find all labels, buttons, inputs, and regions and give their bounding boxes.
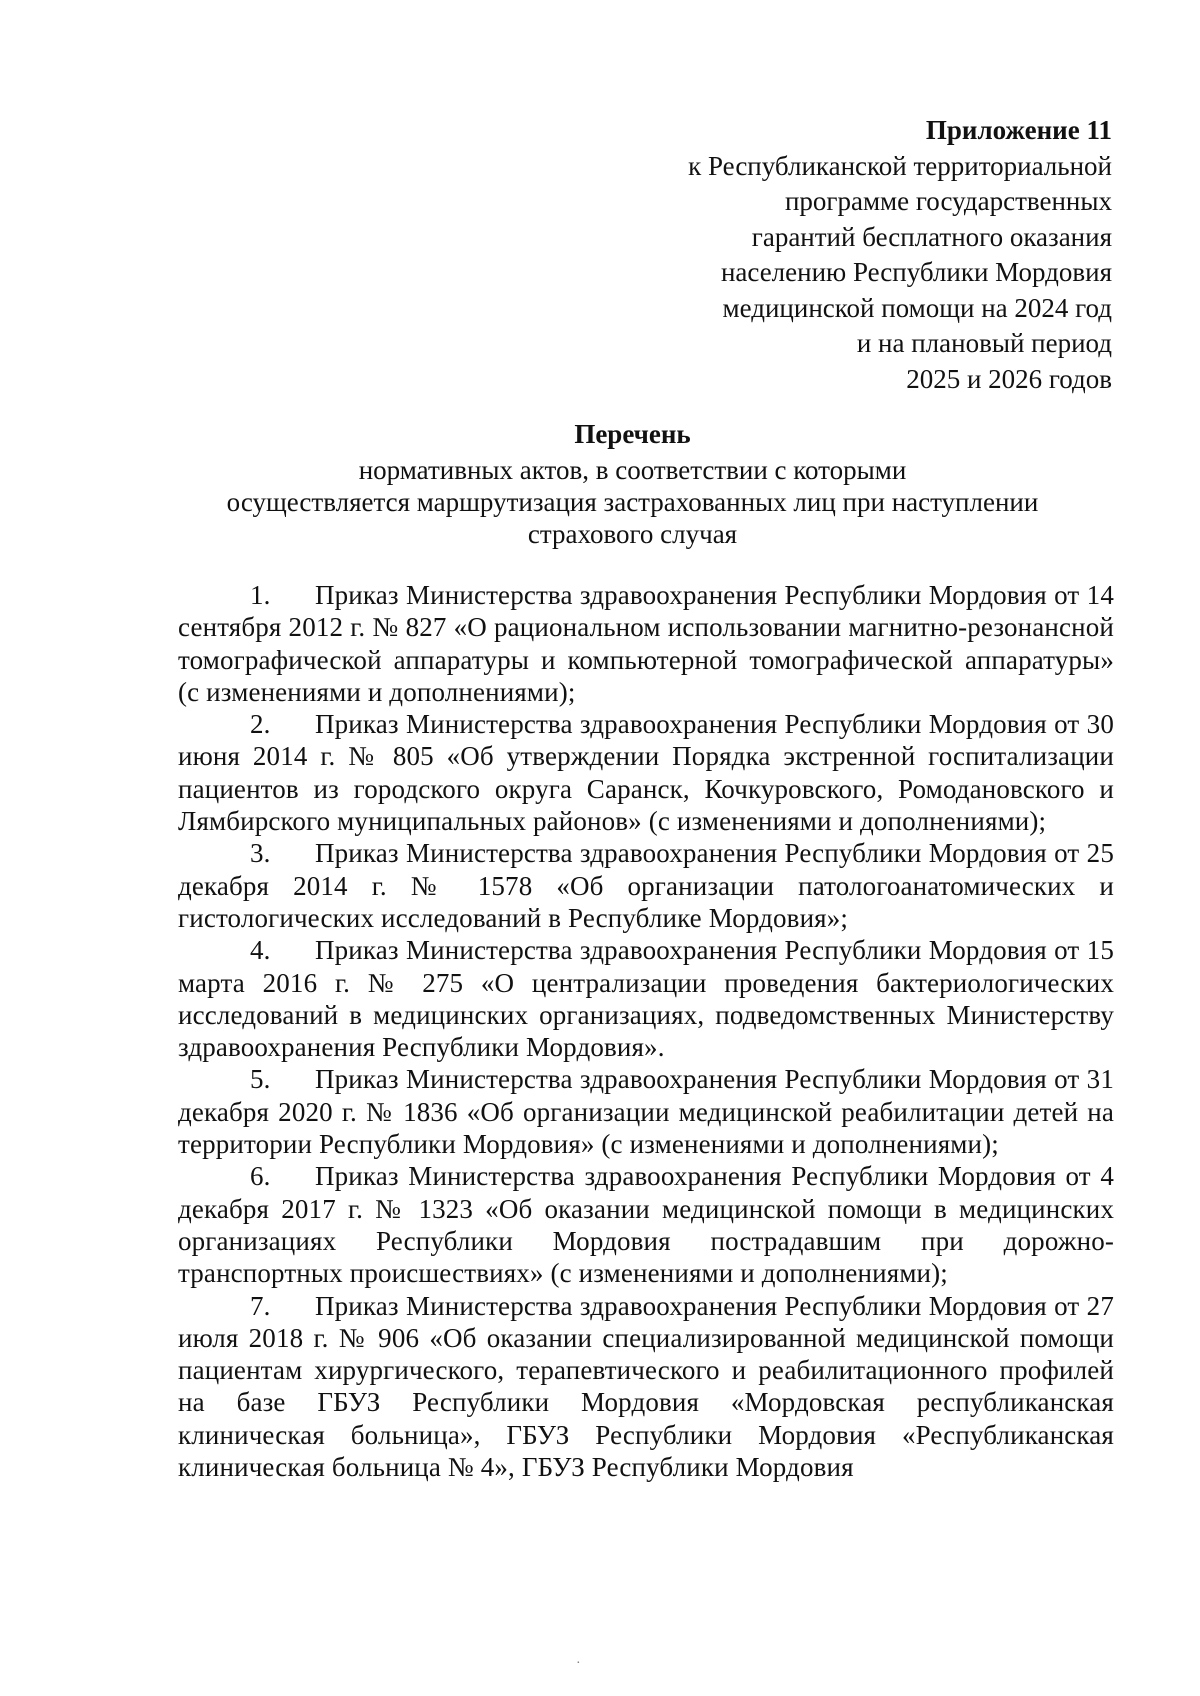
item-number: 4.: [250, 935, 271, 966]
item-text: Приказ Министерства здравоохранения Республики Мордовия от 30 июня 2014 г. № 805 «Об утверждении Порядка экстренной госпитализации пациентов из городского округа Саранск, Кочкуровского, Ромодановского и Лямбирского муниципальных районов» (с изменениями и дополнениями);: [178, 709, 1114, 837]
appendix-line: 2025 и 2026 годов: [906, 363, 1112, 394]
appendix-line: населению Республики Мордовия: [720, 257, 1112, 287]
item-number: 6.: [250, 1161, 271, 1192]
appendix-line: к Республиканской территориальной: [688, 150, 1112, 181]
appendix-line: программе государственных: [784, 186, 1112, 216]
heading-title: Перечень: [574, 419, 691, 449]
heading-line: осуществляется маршрутизация застрахованных лиц при наступлении: [226, 487, 1039, 517]
item-text: Приказ Министерства здравоохранения Республики Мордовия от 4 декабря 2017 г. № 1323 «Об оказании медицинской помощи в медицинских организациях Республики Мордовия пострадавшим при дорожно-транспортных происшествиях» (с изменениями и дополнениями);: [178, 1161, 1114, 1289]
item-number: 2.: [250, 709, 271, 740]
item-text: Приказ Министерства здравоохранения Республики Мордовия от 15 марта 2016 г. № 275 «О централизации проведения бактериологических исследований в медицинских организациях, подведомственных Министерству здравоохранения Республики Мордовия».: [178, 935, 1114, 1063]
appendix-line: гарантий бесплатного оказания: [751, 221, 1112, 252]
item-number: 1.: [250, 580, 271, 610]
list-item: [178, 1063, 1114, 1160]
list-item: [178, 579, 1114, 708]
appendix-title: Приложение 11: [925, 115, 1112, 145]
acts-list: [178, 579, 1114, 1483]
list-item: [178, 708, 1114, 837]
item-text: Приказ Министерства здравоохранения Республики Мордовия от 27 июля 2018 г. № 906 «Об оказании специализированной медицинской помощи пациентам хирургического, терапевтического и реабилитационного профилей на базе ГБУЗ Республики Мордовия «Мордовская республиканская клиническая больница», ГБУЗ Республики Мордовия «Республиканская клиническая больница № 4», ГБУЗ Республики Мордовия: [178, 1290, 1114, 1483]
item-number: 3.: [250, 838, 271, 869]
document-heading: [170, 418, 1095, 550]
item-text: Приказ Министерства здравоохранения Республики Мордовия от 14 сентября 2012 г. № 827 «О рациональном использовании магнитно-резонансной томографической аппаратуры и компьютерной томографической аппаратуры» (с изменениями и дополнениями);: [178, 580, 1114, 707]
item-number: 5.: [250, 1064, 271, 1095]
appendix-header: [552, 113, 1112, 397]
item-number: 7.: [250, 1290, 271, 1321]
list-item: [178, 934, 1114, 1063]
heading-line: нормативных актов, в соответствии с которыми: [358, 455, 907, 485]
appendix-line: и на плановый период: [856, 328, 1112, 358]
list-item: [178, 1290, 1114, 1484]
list-item: [178, 837, 1114, 934]
item-text: Приказ Министерства здравоохранения Республики Мордовия от 31 декабря 2020 г. № 1836 «Об организации медицинской реабилитации детей на территории Республики Мордовия» (с изменениями и дополнениями);: [178, 1064, 1114, 1160]
heading-line: страхового случая: [527, 519, 738, 549]
appendix-line: медицинской помощи на 2024 год: [722, 292, 1112, 323]
list-item: [178, 1160, 1114, 1289]
item-text: Приказ Министерства здравоохранения Республики Мордовия от 25 декабря 2014 г. № 1578 «Об организации патологоанатомических и гистологических исследований в Республике Мордовия»;: [178, 838, 1114, 933]
page-mark: ·: [576, 1656, 581, 1671]
